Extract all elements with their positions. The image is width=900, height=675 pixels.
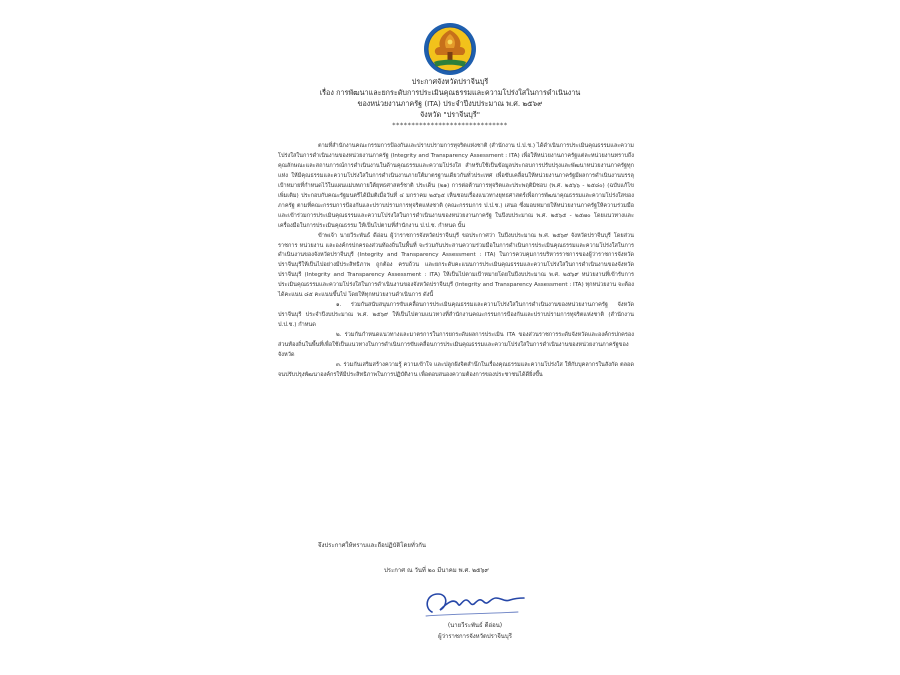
- document-header: [290, 76, 610, 131]
- announcement-title: ประกาศจังหวัดปราจีนบุรี: [411, 77, 489, 86]
- government-seal-icon: [423, 22, 477, 76]
- signer-name: (นายวีระพันธ์ ดีอ่อน): [447, 622, 503, 629]
- date-line: ประกาศ ณ วันที่ ๒๐ มีนาคม พ.ศ. ๒๕๖๙: [384, 567, 489, 574]
- separator-line: ******************************: [392, 121, 508, 129]
- closing-line: จึงประกาศให้ทราบและถือปฏิบัติโดยทั่วกัน: [318, 542, 426, 549]
- paragraph-item-1: ๑. ร่วมกันสนับสนุนการขับเคลื่อนการประเมินคุณธรรมและความโปร่งใสในการดำเนินงานของหน่วยงานภาครัฐ จังหวัดปราจีนบุรี ประจำปีงบประมาณ พ.ศ. ๒๕๖๙ ให้เป็นไปตามแนวทางที่สำนักงานคณะกรรมการป้องกันและปราบปรามการทุจริตแห่งชาติ (สำนักงาน ป.ป.ช.) กำหนด: [278, 302, 634, 329]
- paragraph-intro: ตามที่สำนักงานคณะกรรมการป้องกันและปราบปรามการทุจริตแห่งชาติ (สำนักงาน ป.ป.ช.) ได้ดำเนินการประเมินคุณธรรมและความโปร่งใสในการดำเนินงานของหน่วยงานภาครัฐ (Integrity and Transparency Assessment : ITA) เพื่อให้หน่วยงานภาครัฐแต่ละหน่วยงานทราบถึงคุณลักษณะและสถานการณ์การดำเนินงานในด้านคุณธรรมและความโปร่งใส สำหรับใช้เป็นข้อมูลประกอบการปรับปรุงและพัฒนาหน่วยงานภาครัฐทุกแห่ง ให้มีคุณธรรมและความโปร่งใสในการดำเนินงานภายใต้มาตรฐานเดียวกันทั่วประเทศ เพื่อขับเคลื่อนให้หน่วยงานภาครัฐมีผลการดำเนินงานบรรลุเป้าหมายที่กำหนดไว้ในแผนแม่บทภายใต้ยุทธศาสตร์ชาติ ประเด็น (๒๑) การต่อต้านการทุจริตและประพฤติมิชอบ (พ.ศ. ๒๕๖๖ - ๒๕๘๐) (ฉบับแก้ไขเพิ่มเติม) ประกอบกับคณะรัฐมนตรีได้มีมติเมื่อวันที่ ๔ มกราคม ๒๕๖๕ เห็นชอบเรื่องแนวทางยุทธศาสตร์เพื่อการพัฒนาคุณธรรมและความโปร่งใสของภาครัฐ ตามที่คณะกรรมการป้องกันและปราบปรามการทุจริตแห่งชาติ (คณะกรรมการ ป.ป.ช.) เสนอ ซึ่งมอบหมายให้หน่วยงานภาครัฐให้ความร่วมมือและเข้าร่วมการประเมินคุณธรรมและความโปร่งใสในการดำเนินงานของหน่วยงานภาครัฐ ในปีงบประมาณ พ.ศ. ๒๕๖๕ - ๒๕๗๐ โดยแนวทางและเครื่องมือในการประเมินคุณธรรม ให้เป็นไปตามที่สำนักงาน ป.ป.ช. กำหนด นั้น: [278, 143, 634, 229]
- subject-line: เรื่อง การพัฒนาและยกระดับการประเมินคุณธรรมและความโปร่งใสในการดำเนินงาน: [319, 88, 581, 97]
- document-body: [278, 142, 634, 381]
- signer-block: [415, 620, 535, 642]
- paragraph-item-3: ๓. ร่วมกันเสริมสร้างความรู้ ความเข้าใจ และปลูกฝังจิตสำนึกในเรื่องคุณธรรมและความโปร่งใส ให้กับบุคลากรในสังกัด ตลอดจนปรับปรุงพัฒนาองค์กรให้มีประสิทธิภาพในการปฏิบัติงาน เพื่อตอบสนองความต้องการของประชาชนได้ดียิ่งขึ้น: [278, 361, 634, 378]
- signature-icon: [418, 586, 530, 620]
- signer-title: ผู้ว่าราชการจังหวัดปราจีนบุรี: [438, 633, 512, 640]
- paragraph-item-2: ๒. ร่วมกันกำหนดแนวทางและมาตรการในการยกระดับผลการประเมิน ITA ของส่วนราชการระดับจังหวัดและองค์กรปกครองส่วนท้องถิ่นในพื้นที่เพื่อใช้เป็นแนวทางในการดำเนินการขับเคลื่อนการประเมินคุณธรรมและความโปร่งใสในการดำเนินงานของหน่วยงานภาครัฐของจังหวัด: [278, 332, 634, 359]
- province-line: จังหวัด "ปราจีนบุรี": [419, 110, 481, 119]
- paragraph-declaration: ข้าพเจ้า นายวีระพันธ์ ดีอ่อน ผู้ว่าราชการจังหวัดปราจีนบุรี ขอประกาศว่า ในปีงบประมาณ พ.ศ. ๒๕๖๙ จังหวัดปราจีนบุรี โดยส่วนราชการ หน่วยงาน และองค์กรปกครองส่วนท้องถิ่นในพื้นที่ จะร่วมกันประสานความร่วมมือในการดำเนินการประเมินคุณธรรมและความโปร่งใสในการดำเนินงานของจังหวัดปราจีนบุรี (Integrity and Transparency Assessment : ITA) ในการควบคุมการบริหารราชการของผู้ว่าราชการจังหวัดปราจีนบุรีให้เป็นไปอย่างมีประสิทธิภาพ ถูกต้อง ครบถ้วน และยกระดับคะแนนการประเมินคุณธรรมและความโปร่งใสในการดำเนินงานของจังหวัดปราจีนบุรี (Integrity and Transparency Assessment : ITA) ให้เป็นไปตามเป้าหมายโดยในปีงบประมาณ พ.ศ. ๒๕๖๙ หน่วยงานที่เข้ารับการประเมินคุณธรรมและความโปร่งใสในการดำเนินงานของจังหวัดปราจีนบุรี (Integrity and Transparency Assessment : ITA) ทุกหน่วยงาน จะต้องได้คะแนน ๘๕ คะแนนขึ้นไป โดยให้ทุกหน่วยงานดำเนินการ ดังนี้: [278, 232, 634, 299]
- subject-line-continued: ของหน่วยงานภาครัฐ (ITA) ประจำปีงบประมาณ พ.ศ. ๒๕๖๙: [357, 99, 543, 108]
